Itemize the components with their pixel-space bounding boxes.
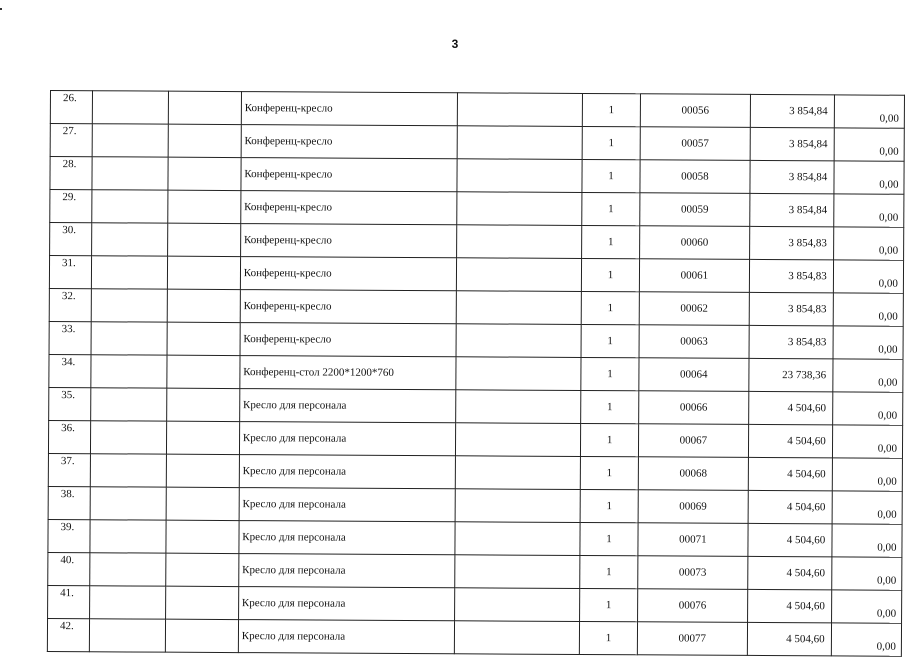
quantity-cell: 1	[580, 456, 638, 489]
item-name-cell: Конференц-стол 2200*1200*760	[240, 356, 456, 390]
inventory-number-cell: 00060	[640, 226, 750, 260]
item-name-cell: Конференц-кресло	[240, 290, 456, 324]
table-row	[48, 519, 902, 557]
empty-cell	[167, 454, 240, 487]
empty-cell	[167, 388, 240, 421]
empty-cell	[166, 487, 239, 520]
quantity-cell: 1	[580, 522, 638, 555]
quantity-cell: 1	[582, 93, 640, 126]
row-number: 32.	[61, 290, 76, 303]
cost-cell: 3 854,83	[749, 292, 833, 325]
inventory-number-cell: 00061	[639, 259, 749, 293]
cost-cell: 4 504,60	[748, 391, 832, 424]
empty-cell	[456, 357, 581, 391]
cost-cell: 4 504,60	[747, 622, 831, 655]
residual-value-cell: 0,00	[831, 623, 901, 656]
table-row	[50, 124, 904, 162]
residual-value-cell: 0,00	[832, 425, 902, 458]
table-row	[48, 420, 902, 458]
residual-value-cell: 0,00	[833, 194, 903, 227]
table-row	[49, 354, 903, 392]
empty-cell	[166, 586, 239, 619]
residual-value-cell: 0,00	[833, 326, 903, 359]
empty-cell	[168, 256, 241, 289]
cost-cell: 3 854,84	[750, 193, 834, 226]
inventory-number-cell: 00057	[640, 127, 750, 161]
item-name-cell: Конференц-кресло	[241, 92, 457, 126]
empty-cell	[91, 289, 167, 322]
inventory-number-cell: 00076	[637, 589, 747, 623]
cost-cell: 3 854,83	[749, 226, 833, 259]
empty-cell	[457, 126, 582, 160]
empty-cell	[166, 553, 239, 586]
row-number-cell	[48, 486, 90, 519]
table-body	[47, 91, 904, 657]
empty-cell	[454, 621, 579, 655]
row-number-cell	[49, 288, 91, 321]
quantity-cell: 1	[580, 555, 638, 588]
quantity-cell: 1	[580, 588, 638, 621]
empty-cell	[90, 454, 166, 487]
quantity-cell: 1	[581, 291, 639, 324]
empty-cell	[457, 192, 582, 226]
table-row	[48, 585, 902, 623]
cost-cell: 4 504,60	[748, 424, 832, 457]
quantity-cell: 1	[582, 192, 640, 225]
inventory-number-cell: 00073	[638, 556, 748, 590]
empty-cell	[455, 456, 580, 490]
empty-cell	[92, 190, 168, 223]
table-row	[48, 453, 902, 491]
residual-value-cell: 0,00	[832, 524, 902, 557]
empty-cell	[167, 355, 240, 388]
empty-cell	[456, 291, 581, 325]
residual-value-cell: 0,00	[833, 359, 903, 392]
empty-cell	[91, 256, 167, 289]
row-number-cell	[49, 387, 91, 420]
quantity-cell: 1	[582, 159, 640, 192]
row-number: 36.	[61, 422, 75, 435]
cost-cell: 3 854,84	[750, 160, 834, 193]
row-number-cell	[48, 552, 90, 585]
table-row	[48, 552, 902, 590]
residual-value-cell: 0,00	[831, 557, 901, 590]
empty-cell	[455, 423, 580, 457]
empty-cell	[92, 91, 168, 124]
residual-value-cell: 0,00	[831, 590, 901, 623]
item-name-cell: Кресло для персонала	[239, 521, 455, 555]
cost-cell: 4 504,60	[748, 523, 832, 556]
item-name-cell: Кресло для персонала	[239, 554, 455, 588]
empty-cell	[92, 157, 168, 190]
row-number: 29.	[62, 191, 77, 204]
inventory-number-cell: 00064	[639, 358, 749, 392]
item-name-cell: Конференц-кресло	[240, 224, 456, 258]
empty-cell	[90, 487, 166, 520]
row-number-cell	[47, 618, 89, 651]
row-number-cell	[50, 91, 92, 124]
empty-cell	[168, 124, 241, 157]
table-row	[48, 486, 902, 524]
empty-cell	[90, 520, 166, 553]
quantity-cell: 1	[582, 126, 640, 159]
empty-cell	[456, 258, 581, 292]
inventory-number-cell: 00068	[638, 457, 748, 491]
empty-cell	[457, 159, 582, 193]
row-number-cell	[49, 321, 91, 354]
table-row	[49, 387, 903, 425]
row-number-cell	[49, 256, 91, 289]
residual-value-cell: 0,00	[833, 260, 903, 293]
quantity-cell: 1	[582, 258, 640, 291]
quantity-cell: 1	[581, 357, 639, 390]
empty-cell	[91, 421, 167, 454]
item-name-cell: Кресло для персонала	[239, 488, 455, 522]
empty-cell	[457, 225, 582, 259]
empty-cell	[167, 322, 240, 355]
inventory-number-cell: 00056	[640, 94, 750, 128]
table-row	[49, 256, 903, 294]
row-number: 27.	[62, 125, 77, 138]
quantity-cell: 1	[581, 324, 639, 357]
cost-cell: 3 854,83	[749, 259, 833, 292]
empty-cell	[166, 520, 239, 553]
row-number: 41.	[60, 587, 74, 600]
cost-cell: 3 854,84	[750, 94, 834, 127]
empty-cell	[91, 388, 167, 421]
row-number: 28.	[62, 158, 77, 171]
item-name-cell: Кресло для персонала	[239, 389, 455, 423]
cost-cell: 3 854,83	[749, 325, 833, 358]
inventory-table	[47, 90, 905, 657]
quantity-cell: 1	[581, 423, 639, 456]
cost-cell: 3 854,84	[750, 127, 834, 160]
empty-cell	[454, 588, 579, 622]
item-name-cell: Кресло для персонала	[239, 455, 455, 489]
row-number-cell	[50, 124, 92, 157]
residual-value-cell: 0,00	[834, 161, 904, 194]
cost-cell: 4 504,60	[748, 556, 832, 589]
row-number: 34.	[61, 356, 76, 369]
empty-cell	[168, 157, 241, 190]
item-name-cell: Конференц-кресло	[241, 191, 457, 225]
residual-value-cell: 0,00	[832, 491, 902, 524]
empty-cell	[90, 586, 166, 619]
empty-cell	[90, 553, 166, 586]
row-number-cell	[50, 190, 92, 223]
residual-value-cell: 0,00	[833, 227, 903, 260]
inventory-number-cell: 00066	[639, 391, 749, 425]
page-number: 3	[451, 37, 459, 51]
empty-cell	[166, 619, 239, 652]
row-number: 26.	[62, 92, 77, 105]
inventory-number-cell: 00062	[639, 292, 749, 326]
row-number-cell	[49, 354, 91, 387]
row-number-cell	[48, 519, 90, 552]
inventory-number-cell: 00069	[638, 490, 748, 524]
table-row	[50, 157, 904, 195]
residual-value-cell: 0,00	[834, 128, 904, 161]
quantity-cell: 1	[581, 390, 639, 423]
row-number-cell	[50, 157, 92, 190]
row-number-cell	[48, 453, 90, 486]
row-number: 31.	[62, 257, 76, 270]
residual-value-cell: 0,00	[834, 95, 904, 128]
item-name-cell: Кресло для персонала	[239, 422, 455, 456]
cost-cell: 4 504,60	[747, 589, 831, 622]
cost-cell: 4 504,60	[748, 490, 832, 523]
empty-cell	[455, 522, 580, 556]
cost-cell: 4 504,60	[748, 457, 832, 490]
item-name-cell: Кресло для персонала	[238, 587, 454, 621]
residual-value-cell: 0,00	[833, 293, 903, 326]
item-name-cell: Конференц-кресло	[240, 257, 456, 291]
residual-value-cell: 0,00	[832, 458, 902, 491]
cost-cell: 23 738,36	[749, 358, 833, 391]
inventory-number-cell: 00059	[640, 193, 750, 227]
empty-cell	[92, 124, 168, 157]
empty-cell	[91, 355, 167, 388]
row-number: 38.	[60, 488, 75, 501]
table-row	[49, 321, 903, 359]
table-row	[50, 91, 904, 129]
empty-cell	[456, 324, 581, 358]
quantity-cell: 1	[582, 225, 640, 258]
table-row	[47, 618, 901, 656]
inventory-number-cell: 00063	[639, 325, 749, 359]
empty-cell	[91, 322, 167, 355]
quantity-cell: 1	[580, 489, 638, 522]
empty-cell	[456, 390, 581, 424]
empty-cell	[168, 190, 241, 223]
empty-cell	[168, 223, 241, 256]
table-row	[49, 288, 903, 326]
empty-cell	[167, 421, 240, 454]
empty-cell	[92, 223, 168, 256]
item-name-cell: Кресло для персонала	[238, 620, 454, 654]
empty-cell	[89, 619, 165, 652]
row-number: 39.	[60, 521, 75, 534]
row-number: 42.	[59, 620, 74, 633]
row-number-cell	[48, 420, 90, 453]
inventory-number-cell: 00077	[637, 622, 747, 656]
row-number: 33.	[61, 323, 76, 336]
row-number: 37.	[60, 455, 75, 468]
empty-cell	[169, 91, 242, 124]
inventory-number-cell: 00058	[640, 160, 750, 194]
empty-cell	[455, 489, 580, 523]
empty-cell	[455, 555, 580, 589]
table-row	[50, 190, 904, 228]
residual-value-cell: 0,00	[832, 392, 902, 425]
row-number: 30.	[62, 224, 77, 237]
row-number: 35.	[61, 389, 76, 402]
item-name-cell: Конференц-кресло	[241, 125, 457, 159]
quantity-cell: 1	[580, 621, 638, 654]
item-name-cell: Конференц-кресло	[240, 323, 456, 357]
empty-cell	[457, 93, 582, 127]
inventory-number-cell: 00071	[638, 523, 748, 557]
scan-artifact	[0, 8, 2, 10]
row-number-cell	[50, 223, 92, 256]
row-number: 40.	[60, 554, 75, 567]
empty-cell	[168, 289, 241, 322]
inventory-number-cell: 00067	[638, 424, 748, 458]
table-row	[50, 223, 904, 261]
item-name-cell: Конференц-кресло	[241, 158, 457, 192]
row-number-cell	[48, 585, 90, 618]
